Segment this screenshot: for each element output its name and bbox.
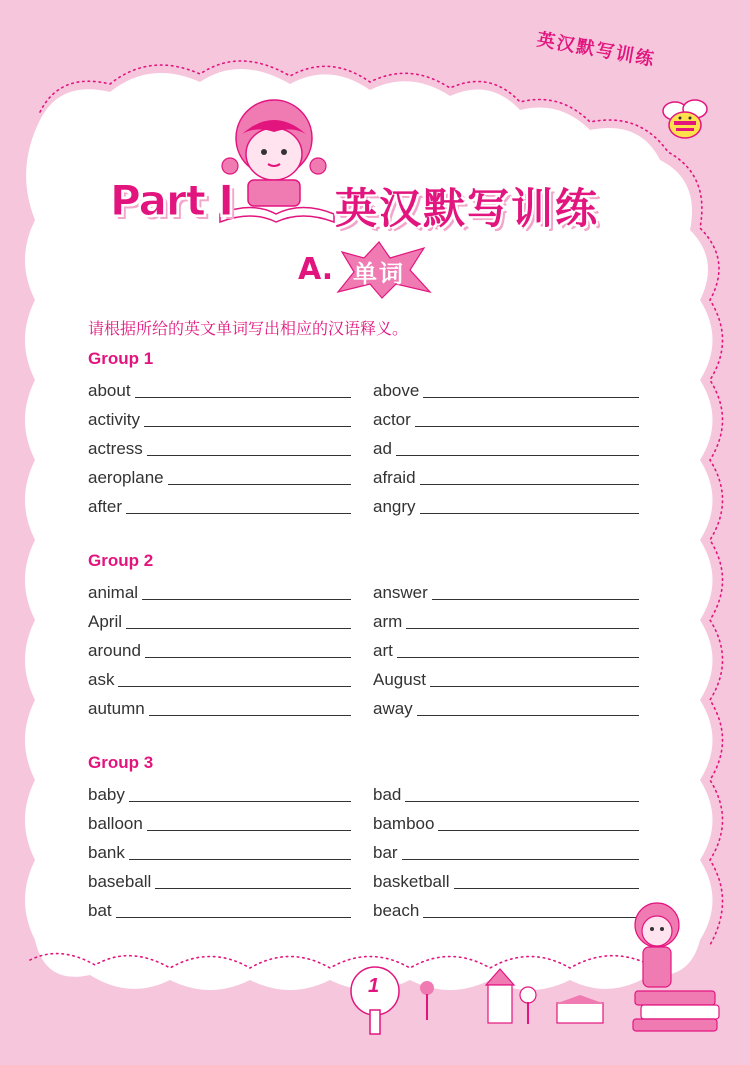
section-heading: [298, 240, 448, 300]
word-item: [88, 409, 373, 431]
word-item: [373, 438, 639, 460]
instruction-text: 请根据所给的英文单词写出相应的汉语释义。: [88, 319, 409, 338]
answer-blank[interactable]: [145, 640, 351, 658]
answer-blank[interactable]: [430, 669, 639, 687]
english-word: away: [373, 699, 413, 718]
english-word: around: [88, 641, 141, 660]
word-item: [88, 871, 373, 893]
english-word: autumn: [88, 699, 145, 718]
english-word: bad: [373, 785, 402, 804]
answer-blank[interactable]: [135, 380, 351, 398]
answer-blank[interactable]: [417, 698, 639, 716]
word-item: [373, 784, 639, 806]
word-row: [88, 864, 648, 893]
word-item: [88, 900, 373, 922]
answer-blank[interactable]: [126, 611, 351, 629]
word-item: [88, 496, 373, 518]
word-item: [88, 467, 373, 489]
header-tag: 英汉默写训练: [535, 29, 658, 71]
title-part: Part I: [110, 176, 234, 225]
word-item: [88, 813, 373, 835]
page-title: [110, 176, 630, 236]
page-number: 1: [368, 975, 380, 997]
english-word: beach: [373, 901, 420, 920]
word-row: [88, 777, 648, 806]
english-word: art: [373, 641, 393, 660]
answer-blank[interactable]: [118, 669, 351, 687]
section-label: 单词: [353, 260, 405, 288]
group-3: [88, 749, 648, 922]
answer-blank[interactable]: [147, 438, 351, 456]
english-word: bank: [88, 843, 125, 862]
word-item: [373, 813, 639, 835]
english-word: arm: [373, 612, 403, 631]
english-word: August: [373, 670, 426, 689]
word-item: [88, 640, 373, 662]
word-row: [88, 806, 648, 835]
english-word: bamboo: [373, 814, 435, 833]
answer-blank[interactable]: [168, 467, 351, 485]
group-title: Group 2: [88, 551, 154, 570]
answer-blank[interactable]: [396, 438, 639, 456]
word-row: [88, 373, 648, 402]
answer-blank[interactable]: [423, 380, 639, 398]
word-item: [88, 784, 373, 806]
word-item: [373, 871, 639, 893]
word-row: [88, 402, 648, 431]
word-item: [88, 698, 373, 720]
english-word: ask: [88, 670, 115, 689]
answer-blank[interactable]: [423, 900, 639, 918]
english-word: bar: [373, 843, 398, 862]
word-row: [88, 604, 648, 633]
answer-blank[interactable]: [454, 871, 639, 889]
english-word: activity: [88, 410, 140, 429]
bee-icon: [655, 95, 715, 145]
answer-blank[interactable]: [432, 582, 639, 600]
answer-blank[interactable]: [406, 611, 639, 629]
word-item: [373, 380, 639, 402]
word-item: [373, 496, 639, 518]
flower-icon: [412, 978, 442, 1023]
word-row: [88, 835, 648, 864]
section-letter: A.: [298, 252, 334, 287]
word-row: [88, 662, 648, 691]
english-word: bat: [88, 901, 112, 920]
english-word: after: [88, 497, 123, 516]
english-word: above: [373, 381, 420, 400]
word-item: [373, 842, 639, 864]
word-item: [88, 842, 373, 864]
english-word: balloon: [88, 814, 143, 833]
english-word: angry: [373, 497, 416, 516]
group-title: Group 1: [88, 349, 154, 368]
english-word: baby: [88, 785, 125, 804]
answer-blank[interactable]: [129, 842, 351, 860]
english-word: basketball: [373, 872, 450, 891]
flower-icon: [515, 985, 541, 1025]
word-item: [373, 611, 639, 633]
word-item: [373, 669, 639, 691]
word-item: [373, 640, 639, 662]
english-word: April: [88, 612, 123, 631]
word-row: [88, 893, 648, 922]
answer-blank[interactable]: [116, 900, 351, 918]
word-item: [373, 409, 639, 431]
word-item: [88, 669, 373, 691]
group-1: [88, 345, 648, 518]
english-word: aeroplane: [88, 468, 164, 487]
word-row: [88, 431, 648, 460]
english-word: answer: [373, 583, 428, 602]
word-row: [88, 691, 648, 720]
answer-blank[interactable]: [147, 813, 351, 831]
title-chinese: 英汉默写训练: [335, 184, 600, 233]
word-row: [88, 633, 648, 662]
word-item: [88, 438, 373, 460]
answer-blank[interactable]: [142, 582, 351, 600]
girl-on-books-illustration: [615, 895, 725, 1035]
answer-blank[interactable]: [415, 409, 639, 427]
english-word: afraid: [373, 468, 416, 487]
group-2: [88, 547, 648, 720]
answer-blank[interactable]: [438, 813, 639, 831]
english-word: about: [88, 381, 131, 400]
word-row: [88, 489, 648, 518]
word-item: [88, 611, 373, 633]
answer-blank[interactable]: [397, 640, 639, 658]
english-word: actress: [88, 439, 143, 458]
answer-blank[interactable]: [129, 784, 351, 802]
answer-blank[interactable]: [420, 496, 639, 514]
answer-blank[interactable]: [420, 467, 639, 485]
answer-blank[interactable]: [144, 409, 351, 427]
answer-blank[interactable]: [126, 496, 351, 514]
house-icon: [480, 965, 520, 1025]
word-item: [373, 582, 639, 604]
answer-blank[interactable]: [149, 698, 351, 716]
word-item: [88, 582, 373, 604]
word-item: [373, 900, 639, 922]
word-row: [88, 460, 648, 489]
english-word: animal: [88, 583, 139, 602]
word-item: [88, 380, 373, 402]
word-item: [373, 698, 639, 720]
answer-blank[interactable]: [405, 784, 639, 802]
answer-blank[interactable]: [402, 842, 639, 860]
english-word: actor: [373, 410, 411, 429]
answer-blank[interactable]: [155, 871, 351, 889]
english-word: baseball: [88, 872, 152, 891]
word-row: [88, 575, 648, 604]
english-word: ad: [373, 439, 392, 458]
house-icon: [555, 995, 605, 1025]
group-title: Group 3: [88, 753, 154, 772]
word-item: [373, 467, 639, 489]
